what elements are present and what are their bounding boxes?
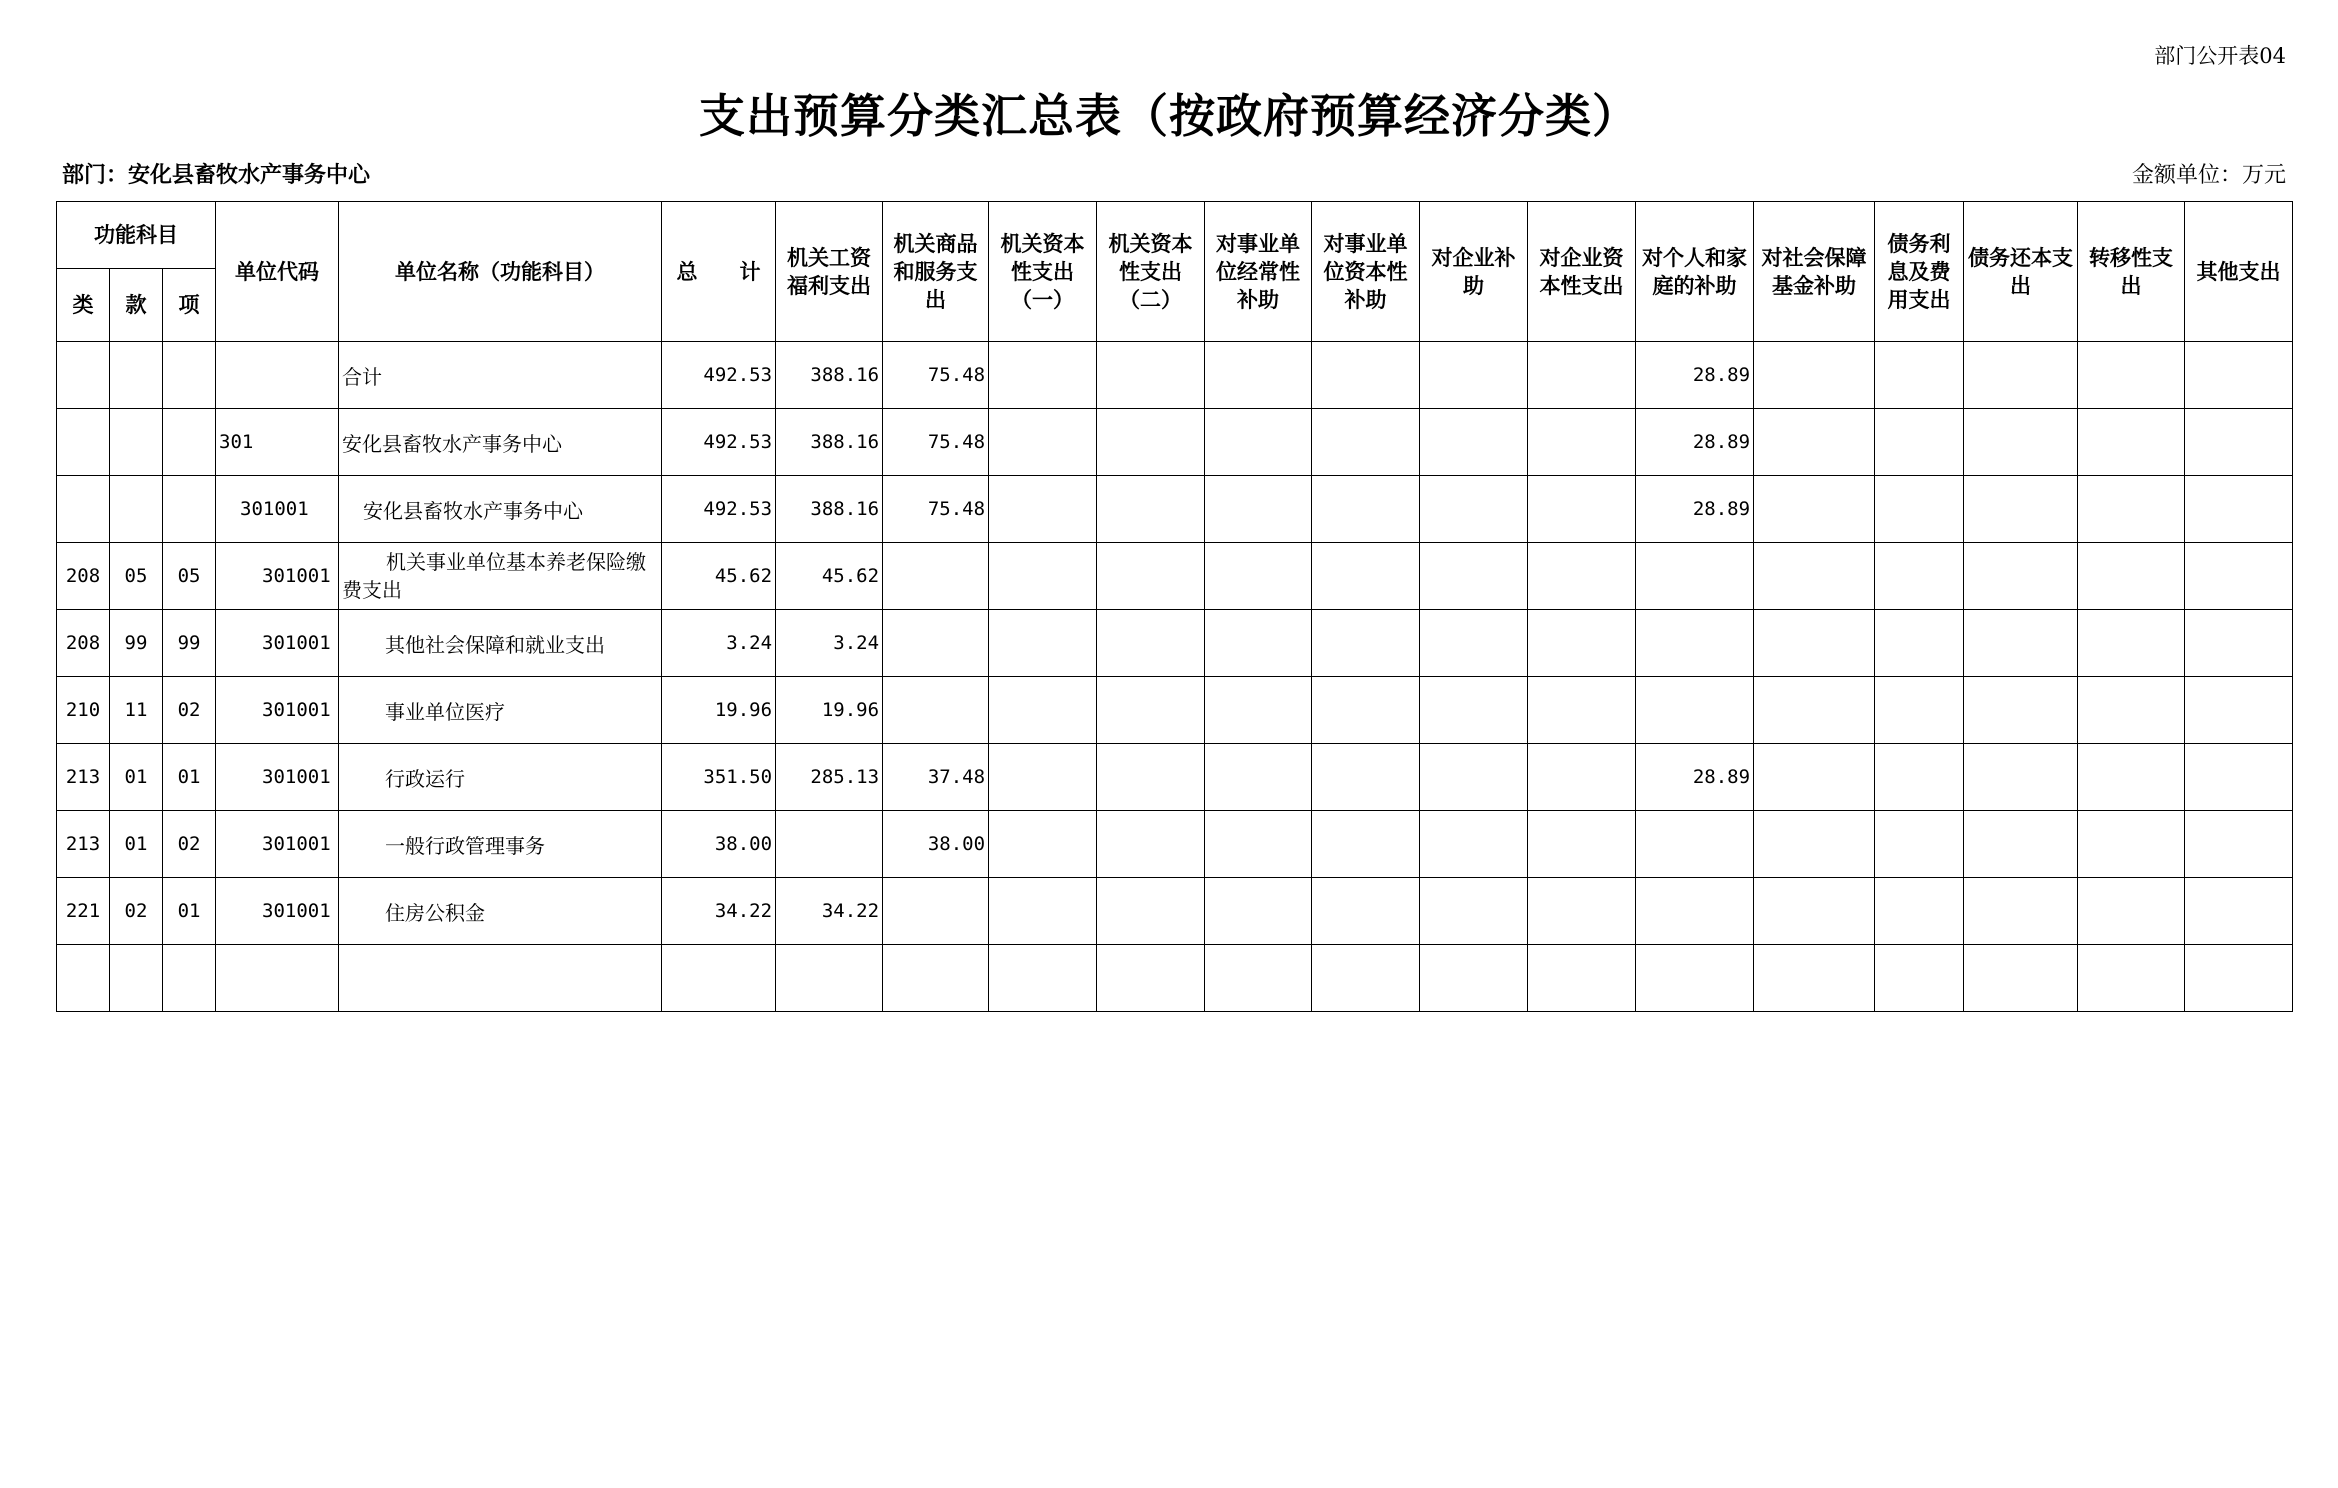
cell-unit-code: 301 xyxy=(216,409,339,476)
cell-lei xyxy=(57,476,110,543)
cell-c7 xyxy=(1420,878,1528,945)
cell-c2: 75.48 xyxy=(883,342,989,409)
cell-c8 xyxy=(1528,476,1636,543)
cell-xiang xyxy=(163,476,216,543)
cell-c12 xyxy=(1964,878,2078,945)
cell-c5 xyxy=(1205,409,1312,476)
cell-c2: 75.48 xyxy=(883,409,989,476)
cell-total xyxy=(662,945,776,1012)
cell-c8 xyxy=(1528,945,1636,1012)
cell-c6 xyxy=(1312,476,1420,543)
header-c4: 机关资本性支出（二） xyxy=(1097,202,1205,342)
cell-lei: 208 xyxy=(57,610,110,677)
cell-c7 xyxy=(1420,543,1528,610)
cell-unit-code: 301001 xyxy=(216,610,339,677)
cell-unit-code: 301001 xyxy=(216,476,339,543)
cell-c8 xyxy=(1528,543,1636,610)
cell-kuan xyxy=(110,476,163,543)
cell-total: 3.24 xyxy=(662,610,776,677)
page-title: 支出预算分类汇总表（按政府预算经济分类） xyxy=(699,89,1639,143)
cell-c13 xyxy=(2078,945,2185,1012)
cell-c4 xyxy=(1097,476,1205,543)
cell-unit-code: 301001 xyxy=(216,543,339,610)
cell-unit-name: 事业单位医疗 xyxy=(339,677,662,744)
cell-c7 xyxy=(1420,476,1528,543)
cell-c13 xyxy=(2078,342,2185,409)
cell-c1: 3.24 xyxy=(776,610,883,677)
cell-c2 xyxy=(883,610,989,677)
cell-c6 xyxy=(1312,543,1420,610)
header-c9: 对个人和家庭的补助 xyxy=(1636,202,1754,342)
cell-c11 xyxy=(1875,744,1964,811)
cell-unit-name: 合计 xyxy=(339,342,662,409)
cell-c9 xyxy=(1636,677,1754,744)
cell-c1: 388.16 xyxy=(776,476,883,543)
cell-kuan: 01 xyxy=(110,744,163,811)
cell-c5 xyxy=(1205,543,1312,610)
cell-c11 xyxy=(1875,811,1964,878)
cell-unit-code xyxy=(216,945,339,1012)
cell-lei: 210 xyxy=(57,677,110,744)
cell-c7 xyxy=(1420,677,1528,744)
cell-unit-name xyxy=(339,945,662,1012)
table-row xyxy=(57,476,2293,543)
cell-c12 xyxy=(1964,744,2078,811)
cell-unit-name: 行政运行 xyxy=(339,744,662,811)
cell-kuan: 05 xyxy=(110,543,163,610)
cell-c14 xyxy=(2185,476,2293,543)
header-xiang: 项 xyxy=(163,269,216,342)
cell-c8 xyxy=(1528,878,1636,945)
cell-c2: 37.48 xyxy=(883,744,989,811)
cell-lei: 213 xyxy=(57,811,110,878)
cell-c6 xyxy=(1312,342,1420,409)
cell-c4 xyxy=(1097,744,1205,811)
header-total: 总 计 xyxy=(662,202,776,342)
cell-unit-code: 301001 xyxy=(216,811,339,878)
cell-c5 xyxy=(1205,342,1312,409)
cell-c3 xyxy=(989,945,1097,1012)
cell-unit-code: 301001 xyxy=(216,677,339,744)
cell-c14 xyxy=(2185,945,2293,1012)
cell-c11 xyxy=(1875,677,1964,744)
cell-c10 xyxy=(1754,677,1875,744)
cell-lei xyxy=(57,342,110,409)
cell-c6 xyxy=(1312,677,1420,744)
cell-c14 xyxy=(2185,342,2293,409)
cell-unit-code: 301001 xyxy=(216,878,339,945)
cell-c2 xyxy=(883,945,989,1012)
cell-c10 xyxy=(1754,945,1875,1012)
cell-c10 xyxy=(1754,878,1875,945)
cell-c5 xyxy=(1205,945,1312,1012)
cell-kuan: 11 xyxy=(110,677,163,744)
cell-c6 xyxy=(1312,409,1420,476)
table-row xyxy=(57,811,2293,878)
cell-c4 xyxy=(1097,543,1205,610)
header-c6: 对事业单位资本性补助 xyxy=(1312,202,1420,342)
cell-c9: 28.89 xyxy=(1636,476,1754,543)
form-code: 部门公开表04 xyxy=(2154,44,2286,68)
cell-c2: 75.48 xyxy=(883,476,989,543)
table-row xyxy=(57,610,2293,677)
cell-c2 xyxy=(883,677,989,744)
cell-c10 xyxy=(1754,811,1875,878)
cell-c5 xyxy=(1205,677,1312,744)
header-c5: 对事业单位经常性补助 xyxy=(1205,202,1312,342)
cell-xiang xyxy=(163,409,216,476)
cell-c12 xyxy=(1964,610,2078,677)
cell-lei: 213 xyxy=(57,744,110,811)
cell-xiang: 01 xyxy=(163,744,216,811)
cell-total: 351.50 xyxy=(662,744,776,811)
cell-kuan xyxy=(110,945,163,1012)
cell-c10 xyxy=(1754,543,1875,610)
cell-c11 xyxy=(1875,342,1964,409)
cell-c8 xyxy=(1528,744,1636,811)
cell-c8 xyxy=(1528,610,1636,677)
cell-c9 xyxy=(1636,811,1754,878)
cell-c3 xyxy=(989,543,1097,610)
cell-total: 45.62 xyxy=(662,543,776,610)
cell-c13 xyxy=(2078,543,2185,610)
cell-c1 xyxy=(776,811,883,878)
cell-c13 xyxy=(2078,811,2185,878)
cell-c5 xyxy=(1205,476,1312,543)
cell-unit-code: 301001 xyxy=(216,744,339,811)
cell-kuan: 01 xyxy=(110,811,163,878)
cell-c12 xyxy=(1964,409,2078,476)
cell-total: 19.96 xyxy=(662,677,776,744)
cell-c1: 19.96 xyxy=(776,677,883,744)
department-label: 部门：安化县畜牧水产事务中心 xyxy=(62,163,371,188)
cell-c4 xyxy=(1097,878,1205,945)
cell-unit-name: 其他社会保障和就业支出 xyxy=(339,610,662,677)
cell-c6 xyxy=(1312,945,1420,1012)
cell-total: 492.53 xyxy=(662,476,776,543)
table-row xyxy=(57,543,2293,610)
cell-c5 xyxy=(1205,610,1312,677)
cell-c2 xyxy=(883,543,989,610)
cell-c3 xyxy=(989,744,1097,811)
cell-kuan: 02 xyxy=(110,878,163,945)
cell-total: 492.53 xyxy=(662,342,776,409)
cell-xiang: 02 xyxy=(163,811,216,878)
cell-xiang xyxy=(163,342,216,409)
cell-c3 xyxy=(989,610,1097,677)
cell-c12 xyxy=(1964,811,2078,878)
cell-total: 34.22 xyxy=(662,878,776,945)
cell-c12 xyxy=(1964,945,2078,1012)
cell-c3 xyxy=(989,811,1097,878)
cell-c14 xyxy=(2185,811,2293,878)
cell-c9: 28.89 xyxy=(1636,342,1754,409)
table-row xyxy=(57,744,2293,811)
header-c11: 债务利息及费用支出 xyxy=(1875,202,1964,342)
table-row-empty xyxy=(57,945,2293,1012)
cell-c14 xyxy=(2185,543,2293,610)
cell-kuan xyxy=(110,409,163,476)
cell-c5 xyxy=(1205,878,1312,945)
cell-xiang xyxy=(163,945,216,1012)
cell-c2 xyxy=(883,878,989,945)
cell-c10 xyxy=(1754,744,1875,811)
cell-kuan xyxy=(110,342,163,409)
cell-c11 xyxy=(1875,409,1964,476)
header-c12: 债务还本支出 xyxy=(1964,202,2078,342)
cell-c12 xyxy=(1964,476,2078,543)
table-row xyxy=(57,409,2293,476)
cell-c13 xyxy=(2078,878,2185,945)
cell-c13 xyxy=(2078,409,2185,476)
cell-c4 xyxy=(1097,945,1205,1012)
cell-c14 xyxy=(2185,409,2293,476)
cell-c9 xyxy=(1636,543,1754,610)
cell-lei: 208 xyxy=(57,543,110,610)
cell-c11 xyxy=(1875,476,1964,543)
cell-c4 xyxy=(1097,811,1205,878)
cell-c1: 285.13 xyxy=(776,744,883,811)
cell-total: 38.00 xyxy=(662,811,776,878)
cell-c13 xyxy=(2078,744,2185,811)
header-c7: 对企业补助 xyxy=(1420,202,1528,342)
cell-c7 xyxy=(1420,342,1528,409)
cell-c8 xyxy=(1528,342,1636,409)
cell-c11 xyxy=(1875,945,1964,1012)
cell-c6 xyxy=(1312,744,1420,811)
header-c2: 机关商品和服务支出 xyxy=(883,202,989,342)
cell-c4 xyxy=(1097,610,1205,677)
cell-c2: 38.00 xyxy=(883,811,989,878)
cell-c1 xyxy=(776,945,883,1012)
header-c8: 对企业资本性支出 xyxy=(1528,202,1636,342)
cell-c11 xyxy=(1875,610,1964,677)
header-func-subject: 功能科目 xyxy=(57,202,216,269)
cell-c14 xyxy=(2185,677,2293,744)
cell-c9: 28.89 xyxy=(1636,409,1754,476)
cell-c8 xyxy=(1528,677,1636,744)
header-c1: 机关工资福利支出 xyxy=(776,202,883,342)
header-c14: 其他支出 xyxy=(2185,202,2293,342)
header-lei: 类 xyxy=(57,269,110,342)
cell-c13 xyxy=(2078,476,2185,543)
cell-c10 xyxy=(1754,342,1875,409)
table-row xyxy=(57,342,2293,409)
cell-lei xyxy=(57,409,110,476)
table-row xyxy=(57,677,2293,744)
cell-c3 xyxy=(989,409,1097,476)
cell-lei xyxy=(57,945,110,1012)
cell-c9 xyxy=(1636,945,1754,1012)
cell-c1: 388.16 xyxy=(776,409,883,476)
cell-xiang: 99 xyxy=(163,610,216,677)
cell-unit-code xyxy=(216,342,339,409)
cell-c14 xyxy=(2185,744,2293,811)
cell-unit-name: 机关事业单位基本养老保险缴费支出 xyxy=(339,543,662,610)
cell-c7 xyxy=(1420,945,1528,1012)
cell-c5 xyxy=(1205,744,1312,811)
cell-c9 xyxy=(1636,610,1754,677)
cell-c8 xyxy=(1528,811,1636,878)
cell-unit-name: 一般行政管理事务 xyxy=(339,811,662,878)
cell-c1: 34.22 xyxy=(776,878,883,945)
cell-c9: 28.89 xyxy=(1636,744,1754,811)
header-unit-name: 单位名称（功能科目） xyxy=(339,202,662,342)
cell-c4 xyxy=(1097,409,1205,476)
cell-total: 492.53 xyxy=(662,409,776,476)
cell-c9 xyxy=(1636,878,1754,945)
cell-c13 xyxy=(2078,610,2185,677)
cell-c14 xyxy=(2185,878,2293,945)
cell-c8 xyxy=(1528,409,1636,476)
cell-c6 xyxy=(1312,610,1420,677)
cell-c3 xyxy=(989,476,1097,543)
cell-c1: 45.62 xyxy=(776,543,883,610)
budget-table xyxy=(56,201,2293,1012)
table-row xyxy=(57,878,2293,945)
cell-c14 xyxy=(2185,610,2293,677)
cell-c7 xyxy=(1420,409,1528,476)
header-unit-code: 单位代码 xyxy=(216,202,339,342)
header-c10: 对社会保障基金补助 xyxy=(1754,202,1875,342)
cell-c3 xyxy=(989,878,1097,945)
cell-c11 xyxy=(1875,878,1964,945)
cell-c6 xyxy=(1312,811,1420,878)
cell-kuan: 99 xyxy=(110,610,163,677)
cell-xiang: 01 xyxy=(163,878,216,945)
cell-c4 xyxy=(1097,677,1205,744)
cell-unit-name: 安化县畜牧水产事务中心 xyxy=(339,409,662,476)
cell-c1: 388.16 xyxy=(776,342,883,409)
cell-c7 xyxy=(1420,811,1528,878)
cell-c10 xyxy=(1754,409,1875,476)
cell-c10 xyxy=(1754,610,1875,677)
cell-c4 xyxy=(1097,342,1205,409)
cell-xiang: 02 xyxy=(163,677,216,744)
cell-c11 xyxy=(1875,543,1964,610)
amount-unit-label: 金额单位：万元 xyxy=(2131,163,2286,188)
cell-c12 xyxy=(1964,543,2078,610)
cell-c3 xyxy=(989,342,1097,409)
cell-c13 xyxy=(2078,677,2185,744)
cell-c12 xyxy=(1964,342,2078,409)
header-kuan: 款 xyxy=(110,269,163,342)
header-c3: 机关资本性支出（一） xyxy=(989,202,1097,342)
cell-c7 xyxy=(1420,744,1528,811)
cell-c5 xyxy=(1205,811,1312,878)
cell-c3 xyxy=(989,677,1097,744)
cell-c12 xyxy=(1964,677,2078,744)
cell-unit-name: 安化县畜牧水产事务中心 xyxy=(339,476,662,543)
header-c13: 转移性支出 xyxy=(2078,202,2185,342)
cell-xiang: 05 xyxy=(163,543,216,610)
cell-c10 xyxy=(1754,476,1875,543)
cell-c6 xyxy=(1312,878,1420,945)
cell-unit-name: 住房公积金 xyxy=(339,878,662,945)
cell-c7 xyxy=(1420,610,1528,677)
cell-lei: 221 xyxy=(57,878,110,945)
